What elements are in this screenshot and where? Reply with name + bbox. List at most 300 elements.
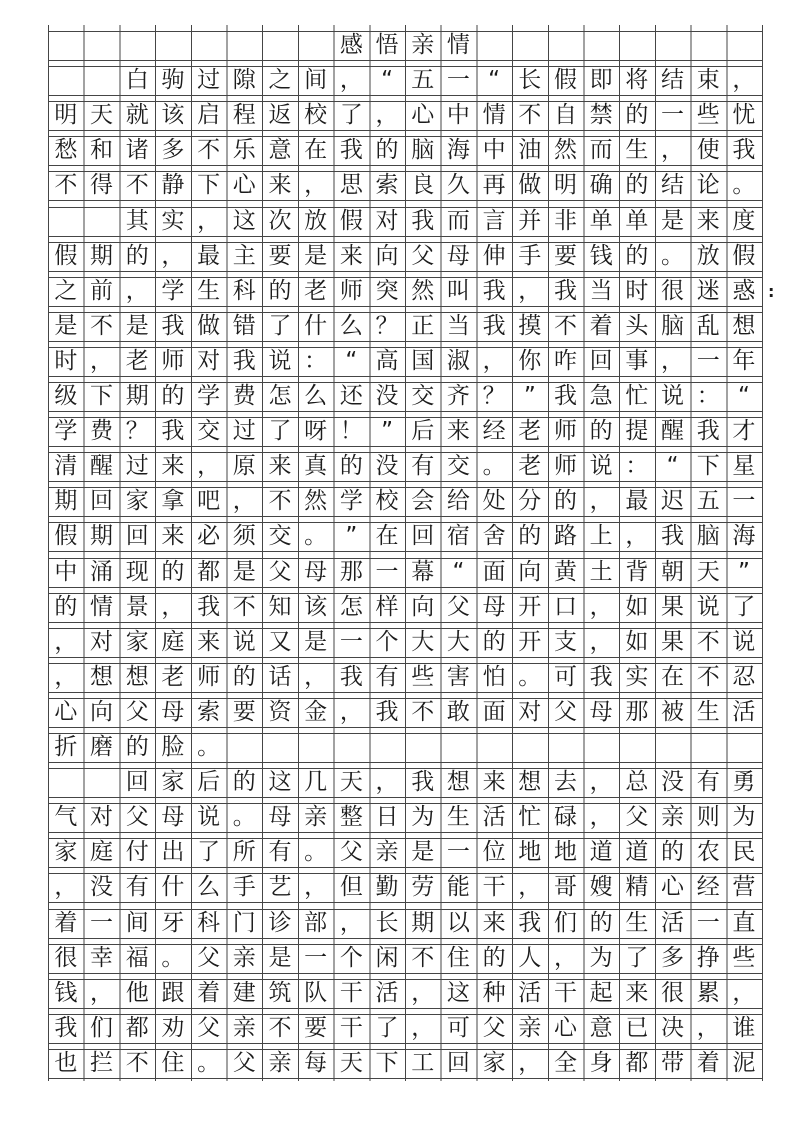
text-row <box>48 698 762 728</box>
char-cell: 勇 <box>732 769 756 796</box>
char-cell: 意 <box>268 137 292 164</box>
char-cell: ， <box>197 207 221 234</box>
char-cell: 不 <box>125 172 149 199</box>
char-cell: 下 <box>696 453 720 480</box>
char-cell: 期 <box>125 383 149 409</box>
char-cell: 要 <box>304 1014 328 1041</box>
char-cell: 活 <box>482 804 506 831</box>
char-cell: 生 <box>696 698 720 725</box>
text-row <box>48 558 762 588</box>
char-cell: ？ <box>125 418 149 445</box>
char-cell: 都 <box>625 1049 649 1076</box>
char-cell: 庭 <box>90 839 114 866</box>
text-row <box>48 733 762 763</box>
char-cell: 将 <box>625 67 649 94</box>
char-cell: 下 <box>197 172 221 199</box>
char-cell: 对 <box>90 628 114 655</box>
char-cell: 家 <box>161 769 185 796</box>
text-row <box>48 417 762 447</box>
char-cell: 索 <box>375 172 399 199</box>
char-cell: 的 <box>54 593 78 620</box>
char-cell: 过 <box>232 418 256 445</box>
char-cell: 一 <box>375 558 399 585</box>
char-cell: ， <box>661 347 685 374</box>
char-cell: 福 <box>125 944 149 971</box>
char-cell: 学 <box>339 488 363 515</box>
char-cell: 活 <box>375 979 399 1006</box>
char-cell: 那 <box>339 558 363 585</box>
char-cell: 如 <box>625 593 649 620</box>
char-cell: 回 <box>411 523 435 550</box>
char-cell: ， <box>518 874 542 901</box>
char-cell: 一 <box>732 488 756 515</box>
char-cell: 每 <box>304 1049 328 1076</box>
char-cell <box>262 734 298 762</box>
char-cell: 劝 <box>161 1014 185 1041</box>
char-cell: 向 <box>90 698 114 725</box>
char-cell: 亲 <box>375 839 399 866</box>
char-cell: 景 <box>125 593 149 620</box>
char-cell: 度 <box>732 207 756 234</box>
char-cell: ， <box>54 628 78 655</box>
char-cell: 种 <box>482 979 506 1006</box>
char-cell: 生 <box>197 277 221 304</box>
char-cell: ” <box>381 418 393 445</box>
char-cell: 父 <box>446 593 470 620</box>
char-cell: 些 <box>696 102 720 129</box>
char-cell: 一 <box>446 67 470 94</box>
char-cell: 想 <box>90 663 114 690</box>
char-cell: 么 <box>339 312 363 339</box>
char-cell: 大 <box>446 628 470 655</box>
text-row <box>48 979 762 1009</box>
char-cell: 很 <box>661 979 685 1006</box>
char-cell: 父 <box>625 804 649 831</box>
char-cell: 思 <box>339 172 363 199</box>
char-cell: ， <box>625 523 649 550</box>
char-cell: 错 <box>232 312 256 339</box>
char-cell: ， <box>304 874 328 901</box>
char-cell: 会 <box>411 488 435 515</box>
char-cell: 并 <box>518 207 542 234</box>
char-cell <box>583 32 619 60</box>
char-cell: 。 <box>197 734 221 760</box>
char-cell: 了 <box>625 944 649 971</box>
char-cell: 假 <box>54 242 78 269</box>
char-cell: 没 <box>375 383 399 409</box>
char-cell: 为 <box>732 804 756 831</box>
char-cell: 嫂 <box>589 874 613 901</box>
char-cell: 师 <box>161 347 185 374</box>
char-cell: ： <box>625 453 649 480</box>
char-cell: 说 <box>232 628 256 655</box>
char-cell: 校 <box>304 102 328 129</box>
char-cell: 么 <box>197 874 221 901</box>
char-cell: 该 <box>161 102 185 129</box>
char-cell: 然 <box>411 277 435 304</box>
char-cell: 日 <box>375 804 399 831</box>
char-cell: 着 <box>197 979 221 1006</box>
char-cell: 年 <box>732 347 756 374</box>
char-cell: 为 <box>411 804 435 831</box>
char-cell: 来 <box>268 172 292 199</box>
char-cell: 说 <box>661 383 685 409</box>
char-cell: 着 <box>696 1049 720 1076</box>
char-cell: 情 <box>446 32 470 58</box>
char-cell: 回 <box>125 769 149 796</box>
char-cell: 束 <box>696 67 720 94</box>
char-cell: 果 <box>661 593 685 620</box>
text-row <box>48 136 762 166</box>
char-cell: 不 <box>518 102 542 129</box>
char-cell: 科 <box>232 277 256 304</box>
char-cell <box>48 769 84 797</box>
char-cell: 之 <box>54 277 78 304</box>
char-cell: 后 <box>197 769 221 796</box>
char-cell: 哥 <box>553 874 577 901</box>
char-cell: 没 <box>375 453 399 480</box>
char-cell: 但 <box>339 874 363 901</box>
char-cell: 碌 <box>553 804 577 831</box>
char-cell: 的 <box>589 909 613 936</box>
char-cell: ， <box>339 698 363 725</box>
char-cell: 的 <box>625 102 649 129</box>
char-cell: 摸 <box>518 312 542 339</box>
char-cell: 假 <box>732 242 756 269</box>
char-cell: 去 <box>553 769 577 796</box>
char-cell: 禁 <box>589 102 613 129</box>
char-cell: 可 <box>446 1014 470 1041</box>
char-cell: 跟 <box>161 979 185 1006</box>
char-cell: 父 <box>339 839 363 866</box>
char-cell: 急 <box>589 383 613 409</box>
char-cell: 母 <box>268 804 292 831</box>
char-cell: 的 <box>518 523 542 550</box>
char-cell <box>84 67 120 95</box>
char-cell: 道 <box>625 839 649 866</box>
char-cell: 有 <box>411 453 435 480</box>
char-cell: ， <box>161 593 185 620</box>
char-cell: 确 <box>589 172 613 199</box>
char-cell: 师 <box>553 418 577 445</box>
char-cell: ， <box>589 488 613 515</box>
char-cell: 论 <box>696 172 720 199</box>
char-cell: 劳 <box>411 874 435 901</box>
char-cell: 没 <box>90 874 114 901</box>
char-cell: 想 <box>518 769 542 796</box>
char-cell: 心 <box>411 102 435 129</box>
char-cell: 单 <box>625 207 649 234</box>
char-cell: 诊 <box>268 909 292 936</box>
char-cell: 我 <box>482 312 506 339</box>
char-cell: 大 <box>411 628 435 655</box>
char-cell <box>191 32 227 60</box>
char-cell: 生 <box>625 137 649 164</box>
char-cell: 牙 <box>161 909 185 936</box>
char-cell: 前 <box>90 277 114 304</box>
char-cell: 忧 <box>732 102 756 129</box>
text-row <box>48 1049 762 1079</box>
char-cell: 非 <box>553 207 577 234</box>
char-cell: 那 <box>625 698 649 725</box>
char-cell: 泥 <box>732 1049 756 1076</box>
char-cell: 以 <box>446 909 470 936</box>
char-cell: 的 <box>232 663 256 690</box>
char-cell: 程 <box>232 102 256 129</box>
char-cell: 钱 <box>589 242 613 269</box>
char-cell: 我 <box>553 383 577 409</box>
char-cell <box>48 208 84 236</box>
char-cell: 父 <box>125 698 149 725</box>
char-cell: ， <box>589 593 613 620</box>
char-cell: 交 <box>446 453 470 480</box>
char-cell: 天 <box>339 769 363 796</box>
char-cell: ， <box>90 347 114 374</box>
char-cell: 脑 <box>411 137 435 164</box>
char-cell: 乱 <box>696 312 720 339</box>
char-cell: 不 <box>268 1014 292 1041</box>
char-cell: 勤 <box>375 874 399 901</box>
char-cell: 父 <box>197 944 221 971</box>
char-cell <box>548 32 584 60</box>
char-cell: ， <box>732 979 756 1006</box>
char-cell <box>583 734 619 762</box>
char-cell: 。 <box>197 1049 221 1076</box>
char-cell: 的 <box>161 558 185 585</box>
text-row <box>48 382 762 412</box>
char-cell: 师 <box>553 453 577 480</box>
char-cell: 下 <box>375 1049 399 1076</box>
char-cell: 心 <box>232 172 256 199</box>
char-cell: 我 <box>161 418 185 445</box>
char-cell <box>262 32 298 60</box>
char-cell: 道 <box>589 839 613 866</box>
char-cell: 来 <box>482 909 506 936</box>
char-cell: 费 <box>90 418 114 445</box>
char-cell: 的 <box>125 242 149 269</box>
char-cell: 了 <box>268 312 292 339</box>
char-cell <box>619 32 655 60</box>
char-cell: 清 <box>54 453 78 480</box>
char-cell: “ <box>737 383 750 409</box>
char-cell <box>690 734 726 762</box>
char-cell: 说 <box>268 347 292 374</box>
char-cell: 该 <box>304 593 328 620</box>
char-cell: 生 <box>625 909 649 936</box>
char-cell: 突 <box>375 277 399 304</box>
char-cell: 是 <box>661 207 685 234</box>
char-cell: 之 <box>268 67 292 94</box>
char-cell: 们 <box>553 909 577 936</box>
char-cell: 我 <box>197 593 221 620</box>
char-cell: 期 <box>90 523 114 550</box>
text-row <box>48 312 762 342</box>
char-cell: 就 <box>125 102 149 129</box>
char-cell: 过 <box>125 453 149 480</box>
title-row <box>48 31 762 61</box>
char-cell: ， <box>696 1014 720 1041</box>
char-cell: 母 <box>482 593 506 620</box>
char-cell: 亲 <box>268 1049 292 1076</box>
char-cell: ， <box>553 944 577 971</box>
char-cell: 下 <box>90 383 114 409</box>
char-cell: 科 <box>197 909 221 936</box>
char-cell: 来 <box>161 453 185 480</box>
char-cell: 精 <box>625 874 649 901</box>
char-cell: ， <box>54 663 78 690</box>
char-cell: 话 <box>268 663 292 690</box>
char-cell: 向 <box>375 242 399 269</box>
char-cell: 脸 <box>161 734 185 760</box>
char-cell: 忙 <box>518 804 542 831</box>
char-cell: 筑 <box>268 979 292 1006</box>
char-cell: 久 <box>446 172 470 199</box>
char-cell: 中 <box>54 558 78 585</box>
char-cell: 忙 <box>625 383 649 409</box>
char-cell: 拦 <box>90 1049 114 1076</box>
char-cell: 的 <box>553 488 577 515</box>
char-cell: 些 <box>411 663 435 690</box>
char-cell: 住 <box>161 1049 185 1076</box>
char-cell: 决 <box>661 1014 685 1041</box>
char-cell: 民 <box>732 839 756 866</box>
char-cell <box>334 734 370 762</box>
char-cell: 我 <box>339 137 363 164</box>
char-cell: 一 <box>696 909 720 936</box>
char-cell: 我 <box>553 277 577 304</box>
char-cell: 长 <box>375 909 399 936</box>
char-cell: ， <box>304 172 328 199</box>
char-cell: 我 <box>411 207 435 234</box>
char-cell: 。 <box>732 172 756 199</box>
char-cell: 来 <box>197 628 221 655</box>
char-cell: 后 <box>411 418 435 445</box>
char-cell: 结 <box>661 67 685 94</box>
char-cell: 在 <box>375 523 399 550</box>
char-cell: 母 <box>589 698 613 725</box>
char-cell: 又 <box>268 628 292 655</box>
char-cell: 住 <box>446 944 470 971</box>
char-cell: 不 <box>268 488 292 515</box>
char-cell: 门 <box>232 909 256 936</box>
char-cell: 不 <box>54 172 78 199</box>
char-cell: 正 <box>411 312 435 339</box>
char-cell: 付 <box>125 839 149 866</box>
char-cell: ， <box>518 1049 542 1076</box>
char-cell: 活 <box>732 698 756 725</box>
char-cell: 我 <box>161 312 185 339</box>
char-cell: 果 <box>661 628 685 655</box>
char-cell: 国 <box>411 347 435 374</box>
char-cell: 们 <box>90 1014 114 1041</box>
char-cell <box>655 32 691 60</box>
char-cell: 不 <box>125 1049 149 1076</box>
text-row <box>48 628 762 658</box>
char-cell: 老 <box>161 663 185 690</box>
char-cell: 隙 <box>232 67 256 94</box>
char-cell <box>84 769 120 797</box>
text-row <box>48 873 762 903</box>
char-cell: 的 <box>661 839 685 866</box>
char-cell: 出 <box>161 839 185 866</box>
char-cell: 老 <box>518 418 542 445</box>
char-cell: 来 <box>268 453 292 480</box>
char-cell: 向 <box>518 558 542 585</box>
char-cell: 长 <box>518 67 542 94</box>
text-row <box>48 768 762 798</box>
char-cell: 怕 <box>482 663 506 690</box>
char-cell: 敢 <box>446 698 470 725</box>
char-cell: 来 <box>625 979 649 1006</box>
char-cell: 学 <box>54 418 78 445</box>
char-cell: 个 <box>375 628 399 655</box>
char-cell: 母 <box>304 558 328 585</box>
char-cell: ， <box>161 242 185 269</box>
char-cell: 母 <box>161 698 185 725</box>
char-cell: 明 <box>54 102 78 129</box>
char-cell: ， <box>661 137 685 164</box>
char-cell: 也 <box>54 1049 78 1076</box>
char-cell: 我 <box>339 663 363 690</box>
char-cell: 心 <box>54 698 78 725</box>
char-cell: 咋 <box>553 347 577 374</box>
char-cell: 农 <box>696 839 720 866</box>
char-cell: 我 <box>661 523 685 550</box>
char-cell <box>84 32 120 60</box>
char-cell: 五 <box>411 67 435 94</box>
char-cell: 了 <box>375 1014 399 1041</box>
char-cell: ， <box>90 979 114 1006</box>
char-cell: 不 <box>696 628 720 655</box>
char-cell: 面 <box>482 698 506 725</box>
char-cell: 级 <box>54 383 78 409</box>
char-cell: 建 <box>232 979 256 1006</box>
char-cell: 都 <box>125 1014 149 1041</box>
char-cell: 什 <box>304 312 328 339</box>
char-cell: 来 <box>482 769 506 796</box>
char-cell: ！ <box>339 418 363 445</box>
text-row <box>48 838 762 868</box>
char-cell: 。 <box>232 804 256 831</box>
char-cell: 着 <box>54 909 78 936</box>
char-cell: 的 <box>125 734 149 760</box>
char-cell: 是 <box>54 312 78 339</box>
char-cell: 这 <box>268 769 292 796</box>
char-cell: 当 <box>589 277 613 304</box>
char-cell: 我 <box>411 769 435 796</box>
char-cell: ， <box>589 804 613 831</box>
char-cell: 迟 <box>661 488 685 515</box>
char-cell: 高 <box>375 347 399 374</box>
char-cell: 全 <box>553 1049 577 1076</box>
char-cell: 母 <box>446 242 470 269</box>
char-cell: 淑 <box>446 347 470 374</box>
char-cell: 学 <box>161 277 185 304</box>
char-cell: 带 <box>661 1049 685 1076</box>
char-cell: ， <box>197 453 221 480</box>
char-cell: 经 <box>482 418 506 445</box>
char-cell: ， <box>518 277 542 304</box>
char-cell: 叫 <box>446 277 470 304</box>
char-cell <box>119 32 155 60</box>
char-cell: 要 <box>232 698 256 725</box>
char-cell: 开 <box>518 628 542 655</box>
char-cell: 舍 <box>482 523 506 550</box>
char-cell: 伸 <box>482 242 506 269</box>
char-cell: ？ <box>375 312 399 339</box>
char-cell: 涌 <box>90 558 114 585</box>
char-cell: ， <box>339 909 363 936</box>
